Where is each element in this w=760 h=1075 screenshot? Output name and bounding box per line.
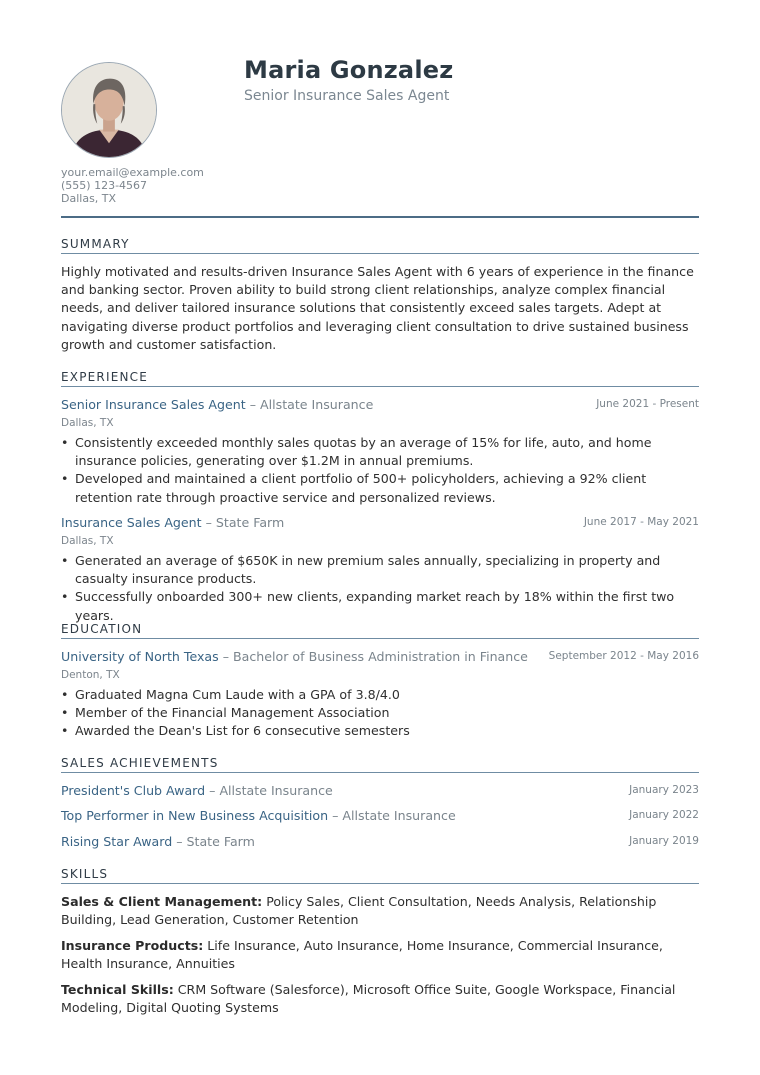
award-date: January 2023 bbox=[629, 784, 699, 796]
list-item: • Awarded the Dean's List for 6 consecutive semesters bbox=[61, 722, 701, 740]
list-item: • Graduated Magna Cum Laude with a GPA of 3.8/4.0 bbox=[61, 686, 701, 704]
achievement-item bbox=[61, 834, 699, 852]
degree: Bachelor of Business Administration in Finance bbox=[233, 649, 528, 664]
candidate-name: Maria Gonzalez bbox=[244, 56, 454, 84]
achievement-item bbox=[61, 808, 699, 826]
contact-email[interactable]: your.email@example.com bbox=[61, 166, 204, 179]
skill-group-label: Technical Skills: bbox=[61, 982, 174, 997]
section-title-achievements: SALES ACHIEVEMENTS bbox=[61, 756, 699, 773]
avatar bbox=[61, 62, 157, 158]
skill-group-value: Policy Sales, Client Consultation, Needs Analysis, Relationship Building, Lead Generation, Customer Retention bbox=[61, 894, 657, 928]
award-title: President's Club Award bbox=[61, 783, 206, 798]
contact-block bbox=[61, 166, 204, 205]
list-item: • Generated an average of $650K in new premium sales annually, specializing in property and casualty insurance products. bbox=[61, 552, 701, 588]
skill-group-value: CRM Software (Salesforce), Microsoft Office Suite, Google Workspace, Financial Modeling, Digital Quoting Systems bbox=[61, 982, 676, 1016]
experience-bullets bbox=[61, 434, 701, 507]
separator: – bbox=[245, 397, 261, 412]
school-name: University of North Texas bbox=[61, 649, 219, 664]
contact-phone[interactable]: (555) 123-4567 bbox=[61, 179, 148, 192]
list-item: • Consistently exceeded monthly sales quotas by an average of 15% for life, auto, and home insurance policies, generating over $1.2M in annual premiums. bbox=[61, 434, 701, 470]
separator: – bbox=[218, 649, 234, 664]
employer: Allstate Insurance bbox=[260, 397, 374, 412]
job-location: Dallas, TX bbox=[61, 535, 114, 547]
skill-group bbox=[61, 981, 701, 1017]
section-title-education: EDUCATION bbox=[61, 622, 699, 639]
education-bullets bbox=[61, 686, 701, 741]
employer: State Farm bbox=[215, 515, 285, 530]
date-range: June 2017 - May 2021 bbox=[583, 516, 699, 528]
date-range: June 2021 - Present bbox=[596, 398, 699, 410]
award-org: Allstate Insurance bbox=[219, 783, 333, 798]
skill-group-value: Life Insurance, Auto Insurance, Home Insurance, Commercial Insurance, Health Insurance, Annuities bbox=[61, 938, 663, 972]
section-title-summary: SUMMARY bbox=[61, 237, 699, 254]
award-org: State Farm bbox=[186, 834, 255, 849]
separator: – bbox=[328, 808, 343, 823]
list-item: • Developed and maintained a client portfolio of 500+ policyholders, achieving a 92% client retention rate through proactive service and personalized reviews. bbox=[61, 470, 701, 506]
list-item: • Successfully onboarded 300+ new clients, expanding market reach by 18% within the first two years. bbox=[61, 588, 701, 624]
date-range: September 2012 - May 2016 bbox=[548, 650, 699, 662]
separator: – bbox=[172, 834, 187, 849]
skill-group-label: Insurance Products: bbox=[61, 938, 204, 953]
section-title-skills: SKILLS bbox=[61, 867, 699, 884]
job-title: Insurance Sales Agent bbox=[61, 515, 202, 530]
separator: – bbox=[205, 783, 220, 798]
header-divider bbox=[61, 216, 699, 218]
list-item: • Member of the Financial Management Association bbox=[61, 704, 701, 722]
school-location: Denton, TX bbox=[61, 669, 120, 681]
separator: – bbox=[201, 515, 216, 530]
experience-entry-header bbox=[61, 397, 699, 415]
job-location: Dallas, TX bbox=[61, 417, 114, 429]
award-date: January 2019 bbox=[629, 835, 699, 847]
contact-location: Dallas, TX bbox=[61, 192, 117, 205]
experience-bullets bbox=[61, 552, 701, 625]
skill-group-label: Sales & Client Management: bbox=[61, 894, 263, 909]
award-title: Top Performer in New Business Acquisition bbox=[61, 808, 329, 823]
job-title: Senior Insurance Sales Agent bbox=[61, 397, 246, 412]
award-date: January 2022 bbox=[629, 809, 699, 821]
summary-text: Highly motivated and results-driven Insurance Sales Agent with 6 years of experience in the finance and banking sector. Proven ability to build strong client relationships, analyze complex financial needs, and deliver tailored insurance solutions that consistently exceed sales targets. Adept at navigating diverse product portfolios and leveraging client consultation to drive sustained business growth and customer satisfaction. bbox=[61, 264, 694, 352]
profile-photo-icon bbox=[62, 63, 156, 157]
experience-entry-header bbox=[61, 515, 699, 533]
award-title: Rising Star Award bbox=[61, 834, 173, 849]
candidate-title: Senior Insurance Sales Agent bbox=[244, 88, 450, 104]
skill-group bbox=[61, 937, 701, 973]
section-title-experience: EXPERIENCE bbox=[61, 370, 699, 387]
education-entry-header bbox=[61, 649, 699, 667]
skill-group bbox=[61, 893, 701, 929]
award-org: Allstate Insurance bbox=[342, 808, 456, 823]
achievement-item bbox=[61, 783, 699, 801]
